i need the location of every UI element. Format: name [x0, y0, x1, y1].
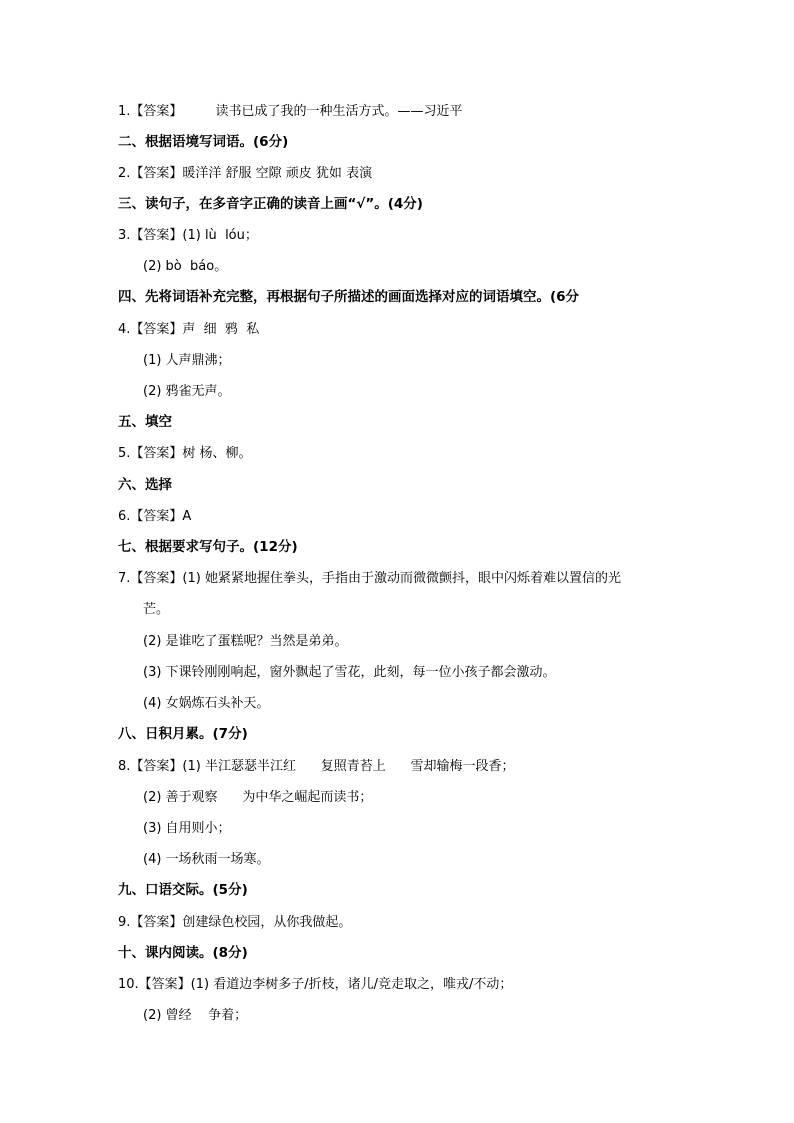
- section-2-heading: 二、根据语境写词语。(6分): [118, 134, 289, 150]
- answer-8-part-3: (3) 自用则小；: [143, 821, 231, 836]
- answer-7-part-1: 7.【答案】(1) 她紧紧地握住拳头，手指由于激动而微微颤抖，眼中闪烁着难以置信的光: [118, 571, 621, 586]
- section-5-heading: 五、填空: [118, 414, 172, 430]
- answer-7-part-4: (4) 女娲炼石头补天。: [143, 696, 270, 711]
- answer-9: 9.【答案】创建绿色校园，从你我做起。: [118, 915, 352, 930]
- answer-4: 4.【答案】声 细 鸦 私: [118, 322, 260, 337]
- answer-7-part-3: (3) 下课铃刚刚响起，窗外飘起了雪花，此刻，每一位小孩子都会激动。: [143, 665, 556, 680]
- answer-10-part-2: (2) 曾经 争着；: [143, 1008, 248, 1023]
- answer-7-part-2: (2) 是谁吃了蛋糕呢？当然是弟弟。: [143, 634, 348, 649]
- answer-8-part-4: (4) 一场秋雨一场寒。: [143, 852, 270, 867]
- answer-6: 6.【答案】A: [118, 509, 192, 524]
- answer-3-part-2: (2) bò báo。: [143, 259, 228, 274]
- answer-1: 1.【答案】 读书已成了我的一种生活方式。——习近平: [118, 104, 463, 119]
- answer-4-part-1: (1) 人声鼎沸；: [143, 353, 231, 368]
- section-10-heading: 十、课内阅读。(8分): [118, 945, 248, 961]
- section-7-heading: 七、根据要求写句子。(12分): [118, 539, 298, 555]
- answer-3-part-1: 3.【答案】(1) lù lóu；: [118, 228, 258, 243]
- answer-8-part-1: 8.【答案】(1) 半江瑟瑟半江红 复照青苔上 雪却输梅一段香；: [118, 759, 515, 774]
- section-4-heading: 四、先将词语补充完整，再根据句子所描述的画面选择对应的词语填空。(6分: [118, 289, 580, 305]
- section-3-heading: 三、读句子，在多音字正确的读音上画“√”。(4分): [118, 196, 423, 212]
- section-8-heading: 八、日积月累。(7分): [118, 726, 248, 742]
- answer-8-part-2: (2) 善于观察 为中华之崛起而读书；: [143, 790, 373, 805]
- answer-10-part-1: 10.【答案】(1) 看道边李树多子/折枝，诸儿/竞走取之，唯戎/不动；: [118, 977, 513, 992]
- section-6-heading: 六、选择: [118, 477, 172, 493]
- answer-2: 2.【答案】暖洋洋 舒服 空隙 顽皮 犹如 表演: [118, 166, 373, 181]
- section-9-heading: 九、口语交际。(5分): [118, 882, 248, 898]
- answer-5: 5.【答案】树 杨、柳。: [118, 446, 252, 461]
- answer-7-part-1-cont: 芒。: [143, 602, 170, 617]
- answer-4-part-2: (2) 鸦雀无声。: [143, 384, 231, 399]
